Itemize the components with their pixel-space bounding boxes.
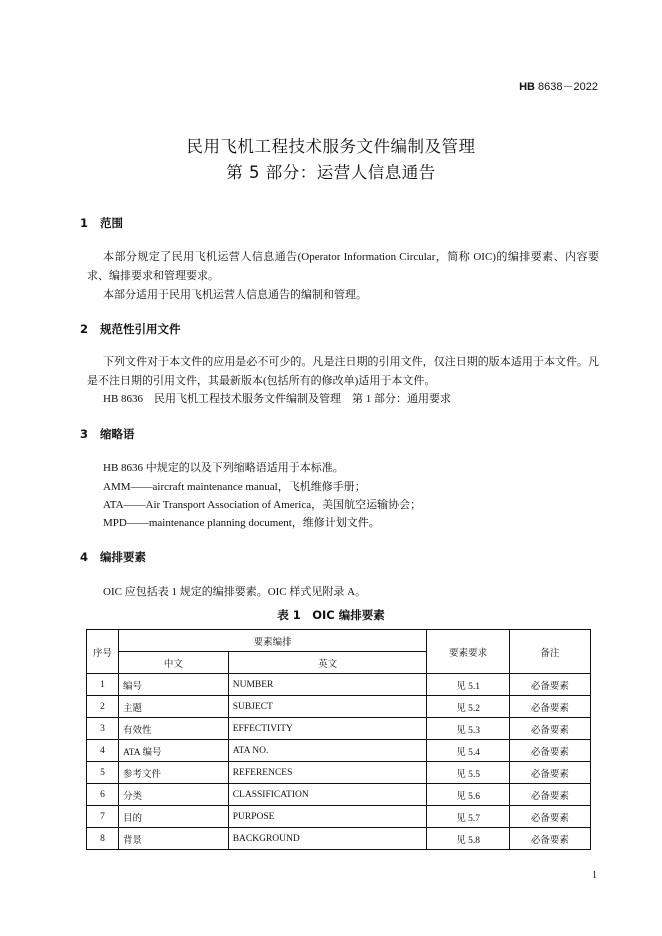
section-title: 缩略语 — [100, 427, 135, 441]
oic-elements-table — [86, 629, 591, 850]
seq-cell: 7 — [87, 806, 119, 828]
document-title: 民用飞机工程技术服务文件编制及管理 — [186, 137, 476, 156]
requirement-cell: 见 5.2 — [427, 696, 509, 718]
header-requirement: 要素要求 — [427, 630, 509, 674]
seq-cell: 6 — [87, 784, 119, 806]
standard-number: 8638－2022 — [535, 81, 598, 93]
note-cell: 必备要素 — [509, 806, 590, 828]
section-number: 2 — [80, 322, 89, 336]
requirement-cell: 见 5.1 — [427, 674, 509, 696]
table-row — [87, 696, 591, 718]
requirement-cell: 见 5.3 — [427, 718, 509, 740]
seq-cell: 2 — [87, 696, 119, 718]
note-cell: 必备要素 — [509, 718, 590, 740]
english-name-cell: PURPOSE — [228, 806, 427, 828]
chinese-name-cell: 编号 — [118, 674, 228, 696]
requirement-cell: 见 5.6 — [427, 784, 509, 806]
abbreviation-ata: ATA——Air Transport Association of America，美国航空运输协会； — [103, 499, 422, 511]
section-1-heading — [80, 215, 123, 231]
table-row — [87, 718, 591, 740]
chinese-name-cell: 分类 — [118, 784, 228, 806]
section-title: 规范性引用文件 — [100, 322, 181, 336]
standard-code — [519, 78, 598, 94]
seq-cell: 8 — [87, 828, 119, 850]
chinese-name-cell: 目的 — [118, 806, 228, 828]
table-row — [87, 806, 591, 828]
requirement-cell: 见 5.5 — [427, 762, 509, 784]
section-3-heading — [80, 426, 135, 442]
section-1-paragraph-1: 本部分规定了民用飞机运营人信息通告(Operator Information Circular，简称 OIC)的编排要素、内容要求、编排要求和管理要求。 — [87, 251, 599, 282]
section-2-paragraph-1: 下列文件对于本文件的应用是必不可少的。凡是注日期的引用文件，仅注日期的版本适用于本文件。凡是不注日期的引用文件，其最新版本(包括所有的修改单)适用于本文件。 — [87, 356, 599, 387]
english-name-cell: SUBJECT — [228, 696, 427, 718]
section-number: 1 — [80, 216, 89, 230]
chinese-name-cell: 有效性 — [118, 718, 228, 740]
section-3-intro: HB 8636 中规定的以及下列缩略语适用于本标准。 — [103, 462, 344, 474]
normative-reference: HB 8636 民用飞机工程技术服务文件编制及管理 第 1 部分：通用要求 — [103, 393, 452, 405]
abbreviation-amm: AMM——aircraft maintenance manual，飞机维修手册； — [103, 481, 366, 493]
seq-cell: 1 — [87, 674, 119, 696]
section-title: 范围 — [100, 216, 123, 230]
seq-cell: 3 — [87, 718, 119, 740]
header-elements: 要素编排 — [118, 630, 426, 652]
page-number: 1 — [592, 870, 597, 881]
section-number: 4 — [80, 550, 89, 564]
document-subtitle: 第 5 部分：运营人信息通告 — [226, 163, 436, 182]
english-name-cell: CLASSIFICATION — [228, 784, 427, 806]
table-row — [87, 762, 591, 784]
section-number: 3 — [80, 427, 89, 441]
table-row — [87, 828, 591, 850]
note-cell: 必备要素 — [509, 696, 590, 718]
note-cell: 必备要素 — [509, 740, 590, 762]
requirement-cell: 见 5.8 — [427, 828, 509, 850]
chinese-name-cell: 背景 — [118, 828, 228, 850]
standard-prefix: HB — [519, 81, 535, 93]
note-cell: 必备要素 — [509, 784, 590, 806]
requirement-cell: 见 5.7 — [427, 806, 509, 828]
english-name-cell: EFFECTIVITY — [228, 718, 427, 740]
table-row — [87, 674, 591, 696]
english-name-cell: BACKGROUND — [228, 828, 427, 850]
seq-cell: 4 — [87, 740, 119, 762]
chinese-name-cell: ATA 编号 — [118, 740, 228, 762]
english-name-cell: NUMBER — [228, 674, 427, 696]
english-name-cell: REFERENCES — [228, 762, 427, 784]
header-chinese: 中文 — [118, 652, 228, 674]
section-4-paragraph-1: OIC 应包括表 1 规定的编排要素。OIC 样式见附录 A。 — [103, 586, 367, 598]
requirement-cell: 见 5.4 — [427, 740, 509, 762]
note-cell: 必备要素 — [509, 762, 590, 784]
chinese-name-cell: 参考文件 — [118, 762, 228, 784]
header-seq: 序号 — [87, 630, 119, 674]
table-caption: 表 1 OIC 编排要素 — [277, 608, 385, 622]
header-note: 备注 — [509, 630, 590, 674]
header-english: 英文 — [228, 652, 427, 674]
chinese-name-cell: 主题 — [118, 696, 228, 718]
section-2-heading — [80, 321, 181, 337]
section-1-paragraph-2: 本部分适用于民用飞机运营人信息通告的编制和管理。 — [103, 289, 367, 301]
section-title: 编排要素 — [100, 550, 146, 564]
note-cell: 必备要素 — [509, 674, 590, 696]
table-row — [87, 784, 591, 806]
seq-cell: 5 — [87, 762, 119, 784]
section-4-heading — [80, 549, 146, 565]
english-name-cell: ATA NO. — [228, 740, 427, 762]
table-row — [87, 740, 591, 762]
note-cell: 必备要素 — [509, 828, 590, 850]
abbreviation-mpd: MPD——maintenance planning document，维修计划文件。 — [103, 517, 380, 529]
